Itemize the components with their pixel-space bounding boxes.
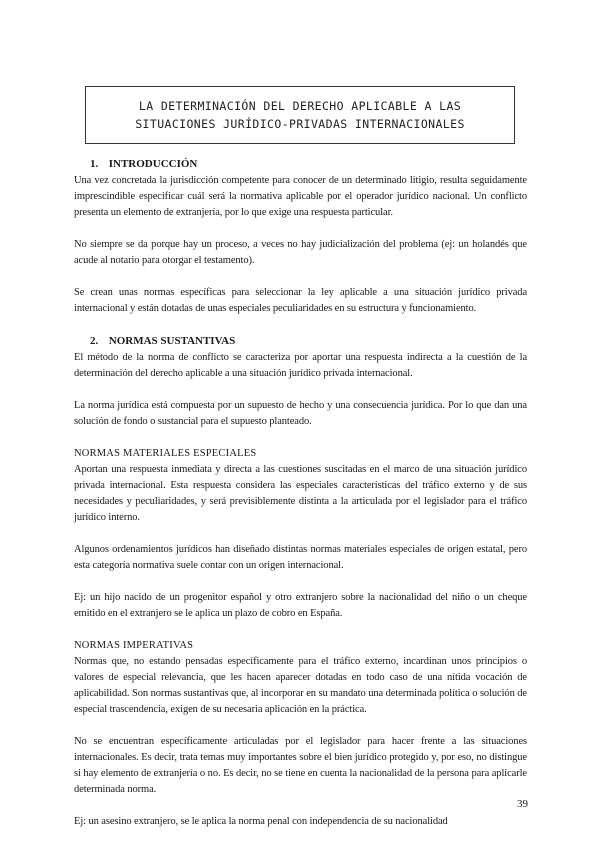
page-number: 39 — [517, 798, 528, 810]
section-heading-normas-sustantivas — [90, 333, 527, 349]
subsection-heading-imperativas: NORMAS IMPERATIVAS — [74, 640, 194, 651]
paragraph: La norma jurídica está compuesta por un supuesto de hecho y una consecuencia jurídica. Por lo que dan una solución de fondo o sustancial para el supuesto planteado. — [74, 400, 527, 427]
paragraph: Ej: un hijo nacido de un progenitor español y otro extranjero sobre la nacionalidad del niño o un cheque emitido en el extranjero se le aplica un plazo de cobro en España. — [74, 592, 527, 619]
section-number: 1. — [90, 158, 99, 170]
paragraph: No siempre se da porque hay un proceso, a veces no hay judicialización del problema (ej: un holandés que acude al notario para otorgar el testamento). — [74, 239, 527, 266]
subsection-heading-materiales: NORMAS MATERIALES ESPECIALES — [74, 448, 257, 459]
paragraph: Ej: un asesino extranjero, se le aplica la norma penal con independencia de su nacionalidad — [74, 816, 448, 827]
paragraph: Normas que, no estando pensadas específicamente para el tráfico externo, incardinan unos principios o valores de especial relevancia, que les hacen aparecer dotadas en todo caso de una nítida vocación de aplicabilidad. Son normas sustantivas que, al incorporar en su mandato una determinada política o solución de especial trascendencia, exigen de su necesaria aplicación en la práctica. — [74, 656, 527, 715]
chapter-title: LA DETERMINACIÓN DEL DERECHO APLICABLE A LAS SITUACIONES JURÍDICO-PRIVADAS INTERNACIONALES — [85, 86, 515, 144]
paragraph: No se encuentran específicamente articuladas por el legislador para hacer frente a las situaciones internacionales. Es decir, trata temas muy importantes sobre el bien jurídico protegido y, por eso, no distingue si hay elemento de extranjería o no. Es decir, no se tiene en cuenta la nacionalidad de la persona para aplicarle determinada norma. — [74, 736, 527, 795]
section-number: 2. — [90, 335, 99, 347]
paragraph: Una vez concretada la jurisdicción competente para conocer de un determinado litigio, resulta seguidamente imprescindible especificar cuál será la normativa aplicable por el operador jurídico nacional. Un conflicto presenta un elemento de extranjería, por lo que exige una respuesta particular. — [74, 175, 527, 218]
document-body — [74, 156, 527, 846]
paragraph: Se crean unas normas específicas para seleccionar la ley aplicable a una situación jurídico privada internacional y están dotadas de unas especiales peculiaridades en su estructura y funcionamiento. — [74, 287, 527, 314]
paragraph: El método de la norma de conflicto se caracteriza por aportar una respuesta indirecta a la cuestión de la determinación del derecho aplicable a una situación jurídico privada internacional. — [74, 352, 527, 379]
paragraph: Algunos ordenamientos jurídicos han diseñado distintas normas materiales especiales de origen estatal, pero esta categoría normativa suele contar con un origen internacional. — [74, 544, 527, 571]
section-title: NORMAS SUSTANTIVAS — [108, 335, 236, 347]
section-heading-introduccion — [90, 156, 527, 172]
section-title: INTRODUCCIÓN — [108, 158, 198, 170]
paragraph: Aportan una respuesta inmediata y directa a las cuestiones suscitadas en el marco de una situación jurídico privada internacional. Esta respuesta considera las especiales características del tráfico externo y de sus necesidades y peculiaridades, y será previsiblemente distinta a la articulada por el legislador para el tráfico jurídico interno. — [74, 464, 527, 523]
